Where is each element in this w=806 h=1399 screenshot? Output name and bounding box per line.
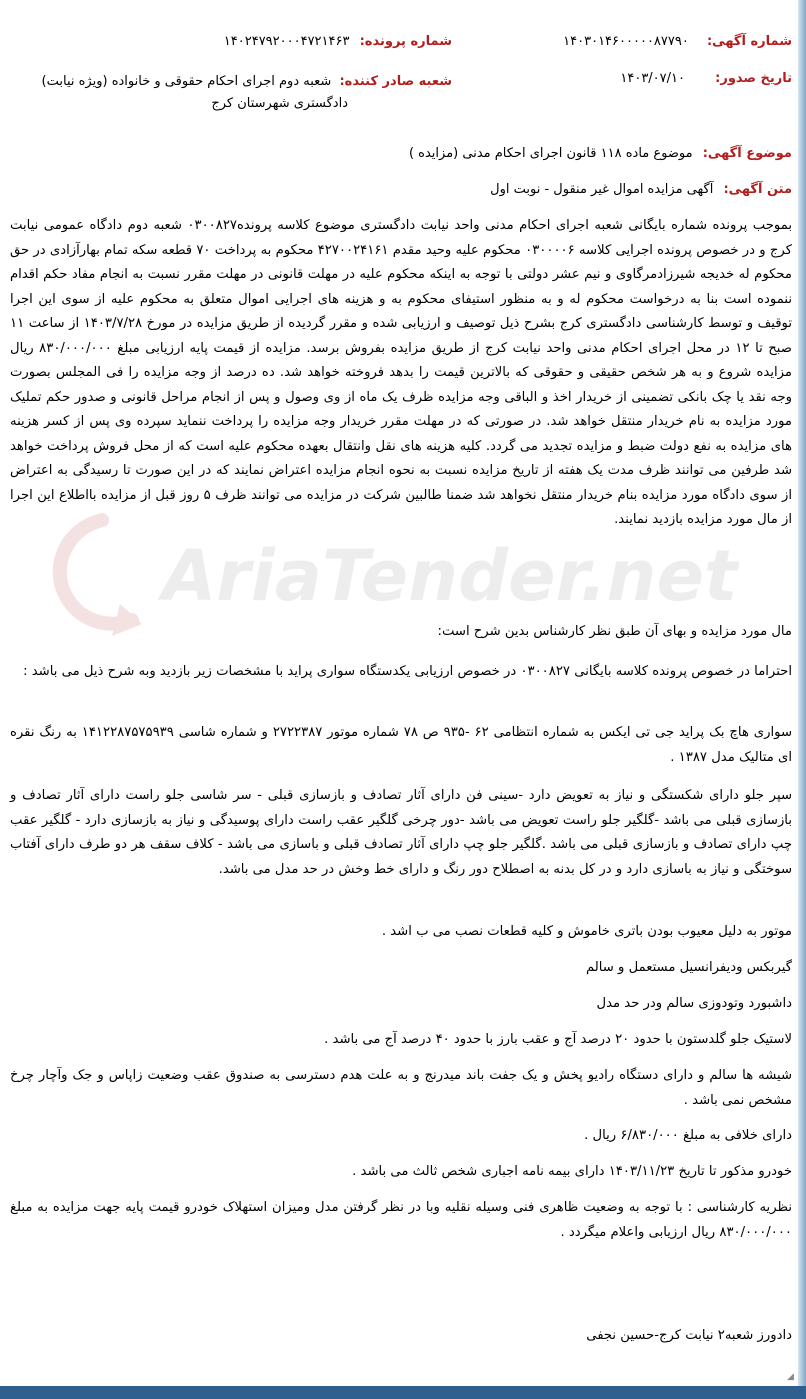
insurance-section bbox=[10, 1160, 792, 1185]
issue-date bbox=[620, 71, 792, 86]
issuing-branch-label: شعبه صادر کننده: bbox=[339, 74, 452, 89]
ad-number bbox=[563, 34, 792, 49]
glass-status: شیشه ها سالم و دارای دستگاه رادیو پخش و یک جفت باند میدرنج و به علت هدم دسترسی به صندوق عقب وضعیت زاپاس و جک وآچار چرخ مشخص نمی باشد . bbox=[10, 1068, 792, 1108]
expert-intro: احتراما در خصوص پرونده کلاسه بایگانی ۰۳۰۰۸۲۷ در خصوص ارزیابی یکدستگاه سواری پراید با مشخصات زیر بازدید وبه شرح ذیل می باشد : bbox=[23, 664, 792, 679]
subject bbox=[409, 146, 792, 161]
case-number-label: شماره پرونده: bbox=[359, 34, 452, 49]
body-condition: سپر جلو دارای شکستگی و نیاز به تعویض دارد -سینی فن دارای آثار تصادف و بازسازی قبلی - سر شاسی جلو راست دارای آثار تصادف و بازسازی قبلی می باشد -گلگیر جلو راست تعویض می باشد -دور چرخی گلگیر عقب راست دارای پوسیدگی و نیاز به بازسازی دارد - گلگیر عقب چپ دارای تصادف و بازسازی قبلی می باشد .گلگیر جلو چپ دارای آثار تصادف قبلی و باسازی می باشد - کلاف سقف هر دو طرف دارای آفتاب سوختگی و نیاز به باسازی دارد و در کل بدنه به اصطلاح دور رنگ و دارای خط وخش در حد مدل می باشد. bbox=[10, 788, 792, 877]
tires-section bbox=[10, 1028, 792, 1053]
ad-text-label: متن آگهی: bbox=[723, 182, 792, 197]
window-status-bar bbox=[0, 1386, 806, 1399]
ad-number-value: ۱۴۰۳۰۱۴۶۰۰۰۰۰۸۷۷۹۰ bbox=[563, 34, 689, 49]
insurance-status: خودرو مذکور تا تاریخ ۱۴۰۳/۱۱/۲۳ دارای بیمه نامه اجباری شخص ثالث می باشد . bbox=[352, 1164, 792, 1179]
resize-grip-icon[interactable]: ◢ bbox=[787, 1372, 794, 1382]
items-intro: مال مورد مزایده و بهای آن طبق نظر کارشناس بدین شرح است: bbox=[437, 624, 792, 639]
gearbox-status: گیربکس ودیفرانسیل مستعمل و سالم bbox=[585, 960, 792, 975]
expert-opinion: نظریه کارشناسی : با توجه به وضعیت ظاهری فنی وسیله نقلیه وبا در نظر گرفتن مدل ومیزان استهلاک خودرو قیمت پایه جهت مزایده به مبلغ ۸۳۰/۰۰۰/۰۰۰ ریال ارزیابی واعلام میگردد . bbox=[10, 1200, 792, 1240]
dashboard-status: داشبورد وتودوزی سالم ودر حد مدل bbox=[596, 996, 792, 1011]
notice-document bbox=[10, 14, 792, 1382]
ad-number-label: شماره آگهی: bbox=[706, 34, 792, 49]
ad-text bbox=[490, 182, 792, 197]
watermark-text: AriaTender.net bbox=[162, 535, 738, 617]
issue-date-label: تاریخ صدور: bbox=[715, 71, 792, 86]
subject-label: موضوع آگهی: bbox=[702, 146, 792, 161]
subject-value: موضوع ماده ۱۱۸ قانون اجرای احکام مدنی (مزایده ) bbox=[408, 146, 693, 161]
fine-section bbox=[10, 1124, 792, 1149]
issue-date-value: ۱۴۰۳/۰۷/۱۰ bbox=[620, 71, 685, 86]
issuing-branch-line1: شعبه دوم اجرای احکام حقوقی و خانواده (ویژه نیابت) bbox=[41, 74, 332, 89]
signature: دادورز شعبه۲ نیابت کرج-حسین نجفی bbox=[586, 1328, 792, 1343]
main-paragraph: بموجب پرونده شماره بایگانی شعبه اجرای احکام مدنی واحد نیابت دادگستری موضوع کلاسه پرونده۰۳۰۰۸۲۷ شعبه دوم دادگاه عمومی نیابت کرج و در خصوص پرونده اجرایی کلاسه ۰۳۰۰۰۰۶ محکوم علیه وحید مقدم ۴۲۷۰۰۲۴۱۶۱ محکوم به پرداخت ۷۰ قطعه سکه تمام بهارآزادی در حق محکوم له خدیجه شیرزادمرگاوی و نیم عشر دولتی با توجه به اینکه محکوم علیه در مهلت قانونی در مهلت مقرر نسبت به انجام مفاد حکم اقدام ننموده است بنا به درخواست محکوم له و به منظور استیفای محکوم به و هزینه های اجرایی اموال متعلق به محکوم علیه از سوی این اجرا توقیف و توسط کارشناسی دادگستری کرج بشرح ذیل توصیف و ارزیابی شده و مقرر گردیده از طریق مزایده در مورخ ۱۴۰۳/۷/۲۸ از ساعت ۱۱ صبح تا ۱۲ در محل اجرای احکام مدنی واحد نیابت کرج از طریق مزایده بفروش برسد. مزایده از قیمت پایه ارزیابی مبلغ ۸۳۰/۰۰۰/۰۰۰ ریال مزایده شروع و به هر شخص حقیقی و حقوقی که بالاترین قیمت را بدهد فروخته خواهد شد. ده درصد از وجه مزایده را فی المجلس بصورت وجه نقد یا چک بانکی تضمینی از خریدار اخذ و الباقی وجه مزایده ظرف یک ماه از وی وصول و پس از انجام مراحل قانونی و صدور حکم تملیک مورد مزایده به نام خریدار منتقل خواهد شد. در صورتی که در مهلت مقرر خریدار وجه مزایده را پرداخت ننماید سپرده وی پس از کسر هزینه های مزایده به نفع دولت ضبط و مزایده تجدید می گردد. کلیه هزینه های نقل وانتقال بعهده محکوم علیه است که از محل فروش پرداخت خواهد شد طرفین می توانند ظرف مدت یک هفته از تاریخ مزایده نسبت به نحوه انجام مزایده اعتراض نمایند که در این صورت تا رسیدگی به اعتراض از سوی دادگاه مورد مزایده بنام خریدار منتقل نخواهد شد ضمنا طالبین شرکت در مزایده می توانند ظرف ۵ روز قبل از مزایده بااطلاع این اجرا از مال مورد مزایده بازدید نمایند. bbox=[10, 218, 793, 527]
gearbox-section bbox=[10, 956, 792, 981]
window-top-edge bbox=[0, 0, 806, 10]
dashboard-section bbox=[10, 992, 792, 1017]
ad-text-value: آگهی مزایده اموال غیر منقول - نوبت اول bbox=[490, 182, 714, 197]
vehicle-spec-section bbox=[10, 721, 792, 770]
case-number bbox=[224, 34, 452, 49]
main-paragraph-section bbox=[10, 214, 792, 533]
tires-status: لاستیک جلو گلدستون با حدود ۲۰ درصد آج و عقب بارز با حدود ۴۰ درصد آج می باشد . bbox=[324, 1032, 792, 1047]
engine-section bbox=[10, 920, 792, 945]
expert-opinion-section bbox=[10, 1196, 792, 1245]
vehicle-spec: سواری هاچ بک پراید جی تی ایکس به شماره انتظامی ۶۲ -۹۳۵ ص ۷۸ شماره موتور ۲۷۲۲۳۸۷ و شماره شاسی ۱۴۱۲۲۸۷۵۷۵۹۳۹ به رنگ نقره ای متالیک مدل ۱۳۸۷ . bbox=[10, 725, 793, 765]
body-condition-section bbox=[10, 784, 792, 882]
expert-intro-section bbox=[10, 660, 792, 685]
fine-status: دارای خلافی به مبلغ ۶/۸۳۰/۰۰۰ ریال . bbox=[584, 1128, 792, 1143]
window-scrollbar[interactable] bbox=[798, 0, 806, 1399]
glass-section bbox=[10, 1064, 792, 1113]
issuing-branch-line2: دادگستری شهرستان کرج bbox=[211, 96, 348, 111]
engine-status: موتور به دلیل معیوب بودن باتری خاموش و کلیه قطعات نصب می ب اشد . bbox=[381, 924, 792, 939]
case-number-value: ۱۴۰۲۴۷۹۲۰۰۰۴۷۲۱۴۶۳ bbox=[223, 34, 350, 49]
issuing-branch bbox=[42, 71, 452, 115]
signature-section bbox=[10, 1324, 792, 1349]
items-intro-section bbox=[10, 620, 792, 645]
